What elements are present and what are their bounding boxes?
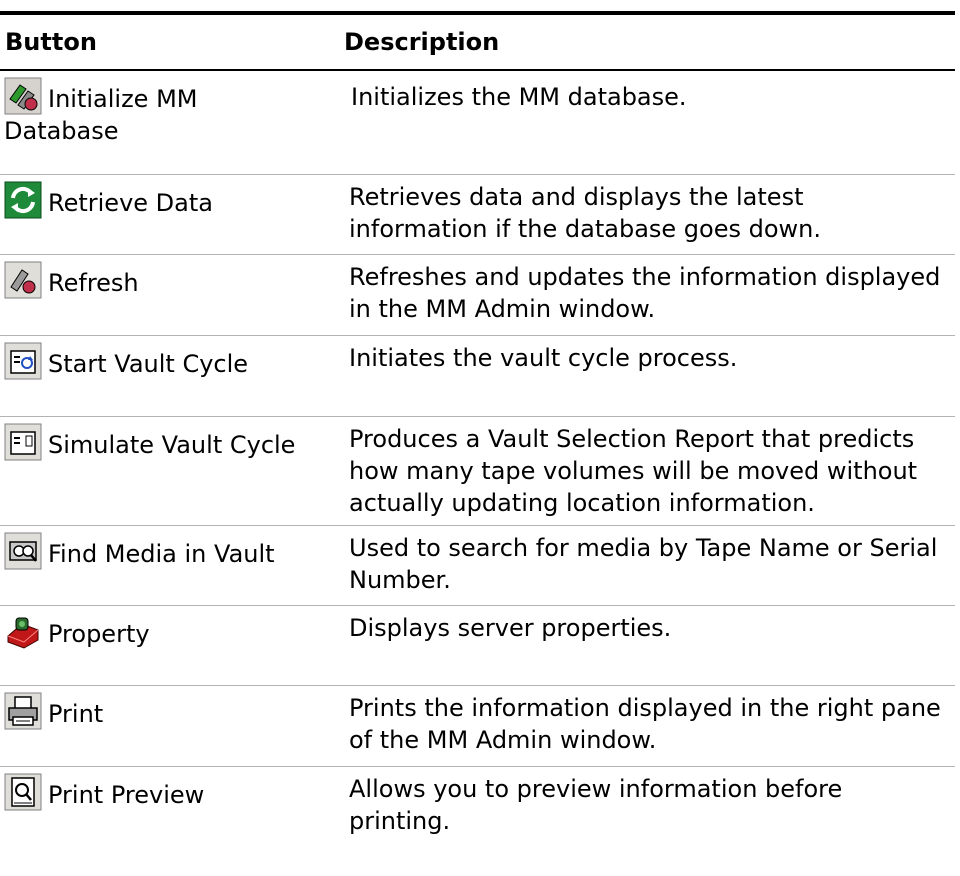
button-cell <box>0 417 333 525</box>
button-cell <box>0 686 333 766</box>
button-cell <box>0 526 333 605</box>
table-row <box>0 686 955 767</box>
table-row <box>0 336 955 417</box>
property-icon <box>4 612 42 650</box>
description-cell: Used to search for media by Tape Name or Serial Number. <box>349 534 938 594</box>
description-cell: Prints the information displayed in the right pane of the MM Admin window. <box>349 694 941 754</box>
initialize-database-icon <box>4 77 42 115</box>
button-cell <box>0 606 333 685</box>
button-label: Simulate Vault Cycle <box>48 431 296 459</box>
button-label: Refresh <box>48 269 139 297</box>
table-row <box>0 175 955 255</box>
description-cell: Allows you to preview information before printing. <box>349 775 843 835</box>
description-cell: Initiates the vault cycle process. <box>349 344 738 372</box>
refresh-icon <box>4 261 42 299</box>
button-cell <box>0 175 333 254</box>
button-cell <box>0 71 333 174</box>
button-cell <box>0 255 333 335</box>
button-label: Property <box>48 620 150 648</box>
table-row <box>0 606 955 686</box>
button-label: Print <box>48 700 104 728</box>
button-label: Print Preview <box>48 781 205 809</box>
print-preview-icon <box>4 773 42 811</box>
description-cell: Retrieves data and displays the latest information if the database goes down. <box>349 183 822 243</box>
simulate-vault-cycle-icon <box>4 423 42 461</box>
header-button: Button <box>5 28 97 56</box>
description-cell: Initializes the MM database. <box>351 83 687 111</box>
retrieve-data-icon <box>4 181 42 219</box>
table-row <box>0 71 955 175</box>
header-description: Description <box>344 28 500 56</box>
table-row <box>0 526 955 606</box>
table-row <box>0 417 955 526</box>
description-cell: Produces a Vault Selection Report that predicts how many tape volumes will be moved without actually updating location information. <box>349 425 918 517</box>
button-label-initialize-line2: Database <box>4 117 119 145</box>
button-label-initialize-line1: Initialize MM <box>48 85 198 113</box>
button-label: Start Vault Cycle <box>48 350 249 378</box>
button-label: Retrieve Data <box>48 189 213 217</box>
start-vault-cycle-icon <box>4 342 42 380</box>
description-cell: Refreshes and updates the information displayed in the MM Admin window. <box>349 263 941 323</box>
button-description-table <box>0 11 955 845</box>
button-cell <box>0 767 333 845</box>
description-cell: Displays server properties. <box>349 614 672 642</box>
print-icon <box>4 692 42 730</box>
button-cell <box>0 336 333 416</box>
find-media-icon <box>4 532 42 570</box>
button-label: Find Media in Vault <box>48 540 275 568</box>
table-header <box>0 15 955 71</box>
table-row <box>0 255 955 336</box>
table-row <box>0 767 955 845</box>
